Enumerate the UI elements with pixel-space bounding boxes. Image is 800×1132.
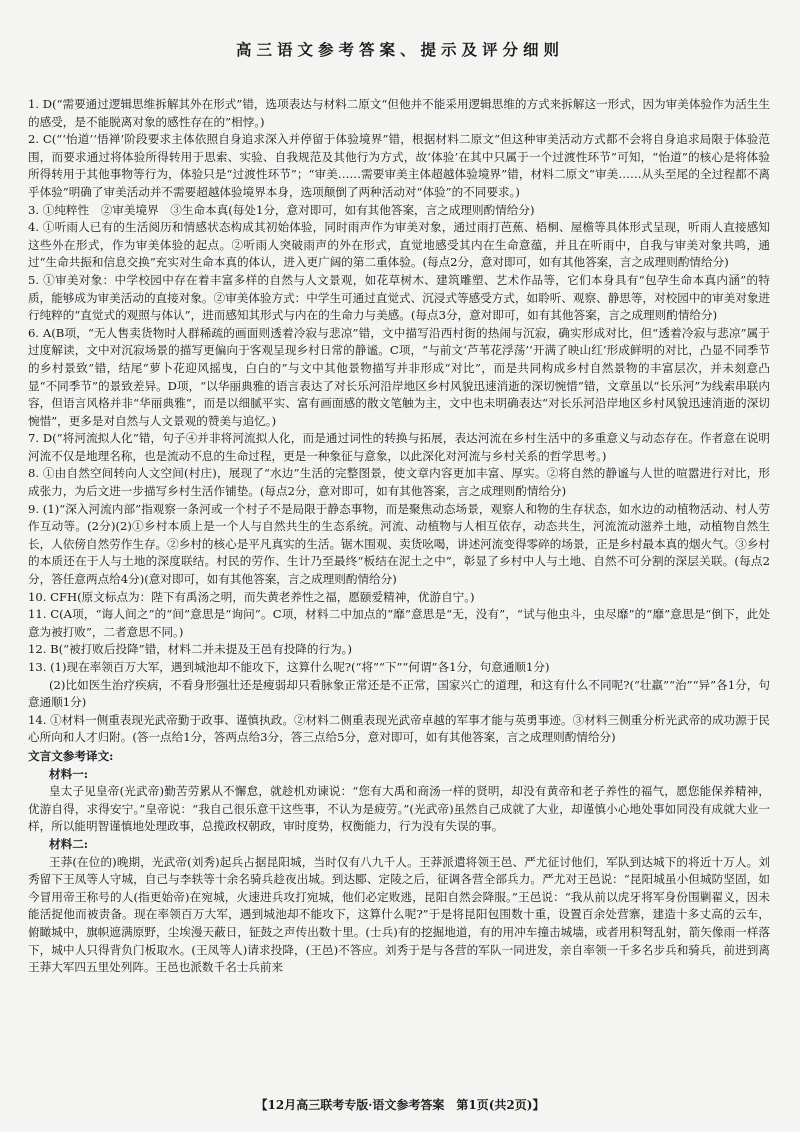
answer-item-13-1: 13. (1)现在率领百万大军，遇到城池却不能攻下，这算什么呢?(“将”“下”“何谓”各1分，句意通顺1分) [28,660,550,674]
answer-item-9: 9. (1)“深入河流内部”指观察一条河或一个村子不是局限于静态事物，而是聚焦动态场景，观察人和物的生存状态，如水边的动植物活动、村人劳作互动等。(2分)(2)①乡村本质上是一个人与自然共生的生态系统。河流、动植物与人相互依存，动态共生，河流流动滋养土地，动植物自然生长，人依傍自然劳作生存。②乡村的核心是平凡真实的生活。锯木围观、卖货吆喝，讲述河流变得零碎的场景，正是乡村最本真的烟火气。③乡村的本质还在于人与土地的深度联结。村民的劳作、生计乃至最终“板结在泥土之中”，彰显了乡村中人与土地、自然不可分割的深层关联。(每点2分，答任意两点给4分)(意对即可，如有其他答案，言之成理则酌情给分) [28,501,771,587]
answer-item-14: 14. ①材料一侧重表现光武帝勤于政事、谨慎执政。②材料二侧重表现光武帝卓越的军事才能与英勇事迹。③材料三侧重分析光武帝的成功源于民心所向和人才归附。(答一点给1分，答两点给3分，答三点给5分，意对即可，如有其他答案，言之成理则酌情给分) [28,712,770,745]
page-footer: 【12月高三联考专版·语文参考答案 第1页(共2页)】 [255,1098,545,1112]
answer-item-13-2: (2)比如医生治疗疾病，不看身形强壮还是瘦弱却只看脉象正常还是不正常，国家兴亡的道理，和这有什么不同呢?(“壮羸”“治”“异”各1分，句意通顺1分) [28,677,770,710]
material-two-text: 王莽(在位的)晚期，光武帝(刘秀)起兵占据昆阳城，当时仅有八九千人。王莽派遣将领王邑、严尤征讨他们，军队到达城下的将近十万人。刘秀留下王凤等人守城，自己与李轶等十余名骑兵趁夜出城。到达郾、定陵之后，征调各营全部兵力。严尤对王邑说：“昆阳城虽小但城防坚固，如今冒用帝王称号的人(指更始帝)在宛城，火速进兵攻打宛城，他们必定败逃，昆阳自然会降服。”王邑说：“我从前以虎牙将军身份围剿翟义，因未能活捉他而被责备。现在率领百万大军，遇到城池却不能攻下，这算什么呢?”于是将昆阳包围数十重，设置百余处营寨，建造十多丈高的云车，俯瞰城中，旗帜遮满原野，尘埃漫天蔽日，钲鼓之声传出数十里。(士兵)有的挖掘地道，有的用冲车撞击城墙，或者用积弩乱射，箭矢像雨一样落下，城中人只得背负门板取水。(王凤等人)请求投降，(王邑)不答应。刘秀于是与各营的军队一同进发，亲自率领一千多名步兵和骑兵，前进到离王莽大军四五里处列阵。王邑也派数千名士兵前来 [28,854,770,975]
answer-item-5: 5. ①审美对象：中学校园中存在着丰富多样的自然与人文景观，如花草树木、建筑雕塑、艺术作品等，它们本身具有“包孕生命本真内涵”的特质，能够成为审美活动的直接对象。②审美体验方式：中学生可通过直觉式、沉浸式等感受方式，如聆听、观察、静思等，对校园中的审美对象进行纯粹的“直觉式的观照与体认”，进而感知其形式与内在的生命力与美感。(每点3分，意对即可，如有其他答案，言之成理则酌情给分) [28,272,771,323]
page-title: 高三语文参考答案、提示及评分细则 [235,40,564,59]
material-one-text: 皇太子见皇帝(光武帝)勤苦劳累从不懈怠，就趁机劝谏说：“您有大禹和商汤一样的贤明，却没有黄帝和老子养性的福气，愿您能保养精神，优游自得，求得安宁。”皇帝说：“我自己很乐意干这些事，不认为是疲劳。”(光武帝)虽然自己成就了大业，却谨慎小心地处事如同没有成就大业一样，所以能明智谨慎地处理政事，总揽政权朝政，审时度势，权衡能力，行为没有失误的事。 [28,784,770,834]
material-two-label: 材料二: [49,836,89,851]
answer-item-10: 10. CFH(原文标点为：陛下有禹汤之明，而失黄老养性之福，愿颐爱精神，优游自宁。) [28,589,475,604]
document-body [28,96,770,977]
answer-item-12: 12. B(“被打败后投降”错，材料二并未提及王邑有投降的行为。) [28,642,352,657]
answer-item-11: 11. C(A项，“诲人间之”的“间”意思是“询问”。C项，材料二中加点的“靡”意思是“无，没有”，“试与他虫斗，虫尽靡”的“靡”意思是“倒下，此处意为被打败”，二者意思不同。) [28,607,770,639]
answer-item-7: 7. D(“将河流拟人化”错，句子④并非将河流拟人化，而是通过词性的转换与拓展，表达河流在乡村生活中的多重意义与动态存在。作者意在说明河流不仅是地理名称，也是流动不息的生命过程，更是一种象征与意象，以此深化对河流与乡村关系的哲学思考。) [28,431,770,463]
answer-item-2: 2. C(“‘怡道’‘悟禅’阶段要求主体依照自身追求深入并停留于体验境界”错，根据材料二原文“但这种审美活动方式都不会将自身追求局限于体验范围，而要求通过将体验所得转用于思索、实验、自我规范及其他行为方式，故‘体验’在其中只属于一个过渡性环节”可知，“怡道”的核心是将体验所得转用于其他事物等行为，体验只是“过渡性环节”；“审美……需要审美主体超越体验境界”错，材料二原文“审美……从头至尾的全过程都不离乎体验”明确了审美活动并不需要超越体验境界本身，选项颠倒了两种活动对“体验”的不同要求。) [28,132,770,199]
answer-item-1: 1. D(“需要通过逻辑思维拆解其外在形式”错，选项表达与材料二原文“但他并不能采用逻辑思维的方式来拆解这一形式，因为审美体验作为活生生的感受，是不能脱离对象的感性存在的”相悖。) [28,97,770,129]
answer-item-3: 3. ①纯粹性 ②审美境界 ③生命本真(每处1分，意对即可，如有其他答案，言之成理则酌情给分) [28,202,535,217]
answer-item-4: 4. ①听雨人已有的生活阅历和情感状态构成其初始体验，同时雨声作为审美对象，通过雨打芭蕉、梧桐、屋檐等具体形式呈现，听雨人直接感知这些外在形式，作为审美体验的起点。②听雨人突破雨声的外在形式，直觉地感受其内在生命意蕴，并且在听雨中，自我与审美对象共鸣，通过“生命共振和信息交换”充实对生命本真的体认，进入更广阔的第二重体验。(每点2分，意对即可，如有其他答案，言之成理则酌情给分) [28,220,770,270]
material-one-label: 材料一: [49,766,89,781]
answer-item-8: 8. ①由自然空间转向人文空间(村庄)，展现了“水边”生活的完整图景，使文章内容更加丰富、厚实。②将自然的静谧与人世的喧嚣进行对比，形成张力，为后文进一步描写乡村生活作铺垫。(每点2分，意对即可，如有其他答案，言之成理则酌情给分) [28,466,770,499]
translation-heading: 文言文参考译文: [28,748,114,763]
answer-item-6: 6. A(B项，“无人售卖货物时人群稀疏的画面则透着冷寂与悲凉”错，文中描写沿西村街的热闹与沉寂，确实形成对比，但“透着冷寂与悲凉”属于过度解读，文中对沉寂场景的描写更偏向于客观呈现乡村日常的静谧。C项，“与前文‘芦苇花浮荡’‘开满了映山红’形成鲜明的对比，凸显不同季节的乡村景致”错，结尾“萝卜花迎风摇曳，白白的”与文中其他景物描写并非形成“对比”，而是共同构成乡村自然景物的丰富层次，并未刻意凸显“不同季节”的景致差异。D项，“以华丽典雅的语言表达了对长乐河沿岸地区乡村风貌迅速消逝的深切惋惜”错，文章虽以“长乐河”为线索串联内容，但语言风格并非“华丽典雅”，而是以细腻平实、富有画面感的散文笔触为主，文中也未明确表达“对长乐河沿岸地区乡村风貌迅速消逝的深切惋惜”，更多是对自然与人文景观的赞美与追忆。) [28,325,770,428]
